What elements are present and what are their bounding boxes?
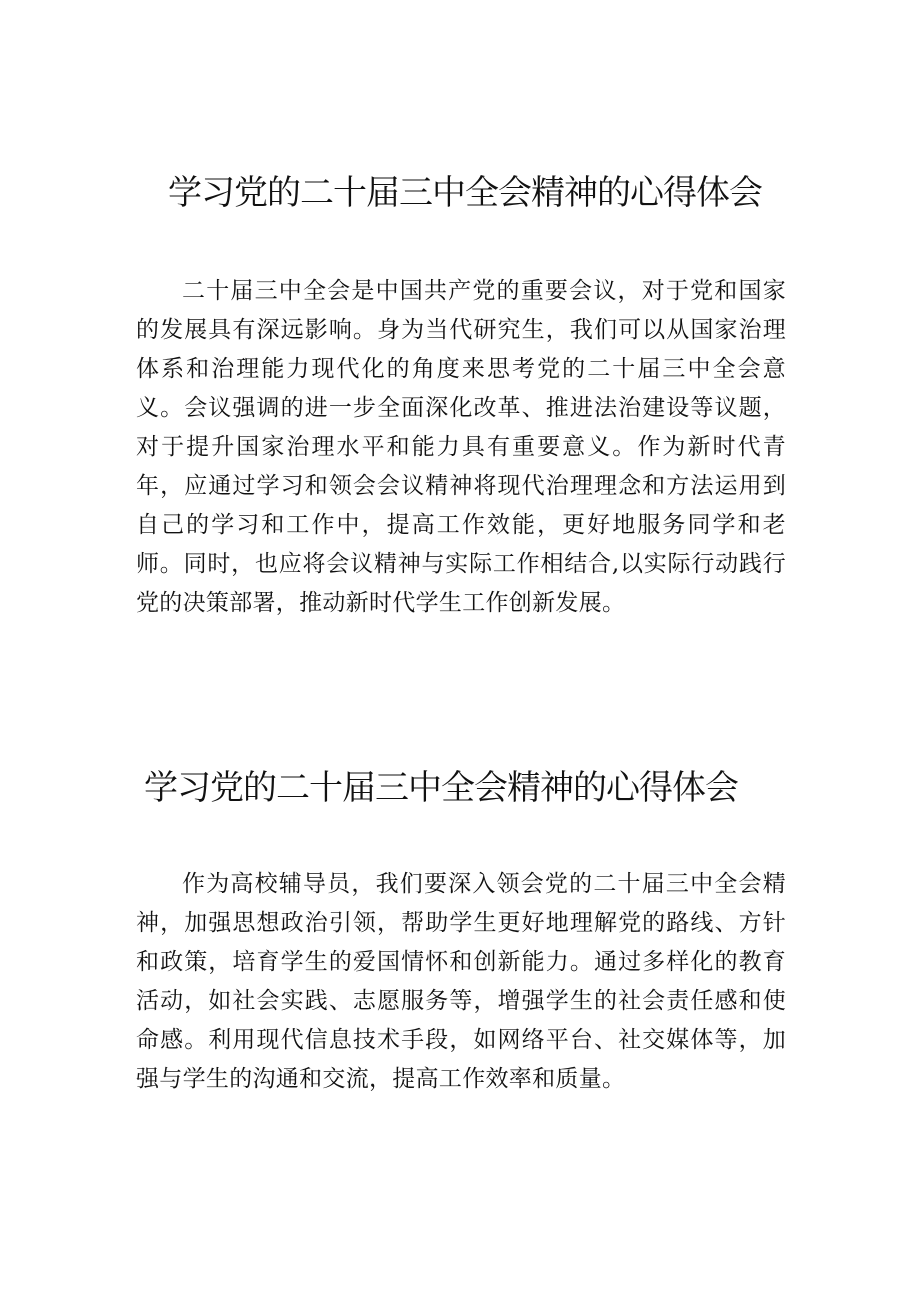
section-title: 学习党的二十届三中全会精神的心得体会: [144, 768, 738, 808]
section-paragraph: 二十届三中全会是中国共产党的重要会议，对于党和国家的发展具有深远影响。身为当代研究生，我们可以从国家治理体系和治理能力现代化的角度来思考党的二十届三中全会意义。会议强调的进一步全面深化改革、推进法治建设等议题，对于提升国家治理水平和能力具有重要意义。作为新时代青年，应通过学习和领会会议精神将现代治理理念和方法运用到自己的学习和工作中，提高工作效能，更好地服务同学和老师。同时，也应将会议精神与实际工作相结合,以实际行动践行党的决策部署，推动新时代学生工作创新发展。: [136, 278, 786, 616]
section-title: 学习党的二十届三中全会精神的心得体会: [168, 173, 762, 213]
section-paragraph: 作为高校辅导员，我们要深入领会党的二十届三中全会精神，加强思想政治引领，帮助学生更好地理解党的路线、方针和政策，培育学生的爱国情怀和创新能力。通过多样化的教育活动，如社会实践、志愿服务等，增强学生的社会责任感和使命感。利用现代信息技术手段，如网络平台、社交媒体等，加强与学生的沟通和交流，提高工作效率和质量。: [136, 871, 786, 1092]
